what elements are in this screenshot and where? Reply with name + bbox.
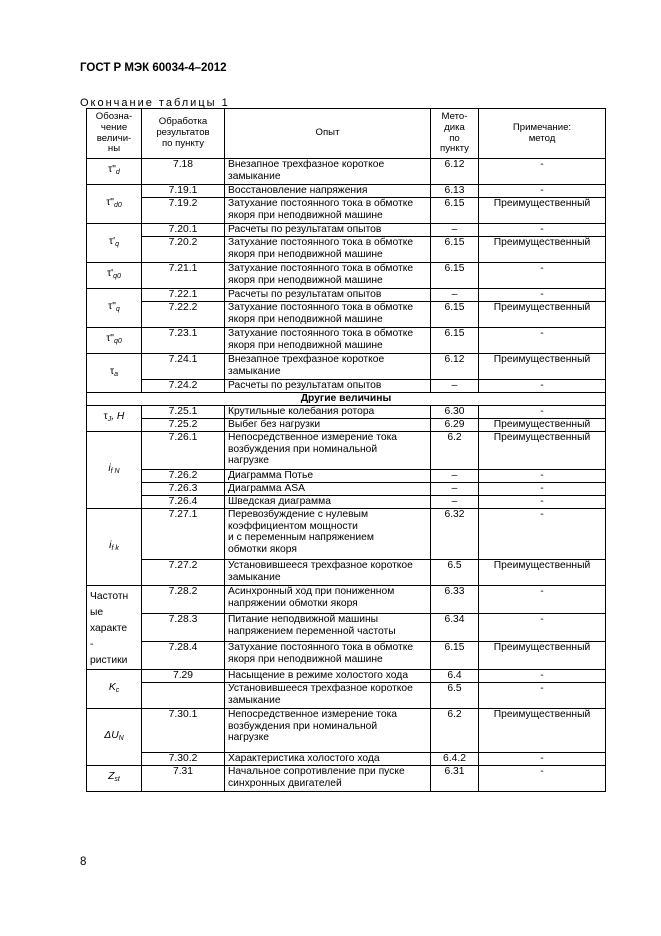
test-cell [225,237,431,263]
table-row [87,263,606,289]
processing-item-cell: 7.27.2 [142,560,225,586]
table-row [87,586,606,614]
processing-item-cell: 7.28.2 [142,586,225,614]
col-header-method-line: дика [444,121,465,133]
table-row [87,683,606,709]
processing-item-cell: 7.24.1 [142,354,225,380]
test-line: Характеристика холостого хода [228,753,380,764]
test-line: якоря при неподвижной машине [228,209,383,221]
symbol-cell [87,766,142,792]
method-cell: 6.33 [431,586,479,614]
test-cell [225,560,431,586]
table-row [87,380,606,393]
processing-item-cell: 7.18 [142,159,225,185]
processing-item-cell: 7.22.2 [142,302,225,328]
symbol-subscript: f N [110,467,120,475]
processing-item-cell: 7.21.1 [142,263,225,289]
symbol-subscript: q0 [113,338,122,346]
test-line: Внезапное трехфазное короткое [228,159,385,170]
method-cell: – [431,289,479,302]
symbol-base: τ" [106,333,114,345]
col-header-processing-line: по пункту [161,137,205,149]
symbol-base: i [109,539,112,551]
method-cell: 6.5 [431,560,479,586]
method-cell: 6.15 [431,263,479,289]
symbol-subscript: st [114,776,120,784]
method-cell: 6.15 [431,237,479,263]
method-cell: – [431,496,479,509]
note-cell: - [479,683,606,709]
symbol-cell [87,354,142,393]
test-cell [225,198,431,224]
section-title: Другие величины [87,393,606,406]
symbol-base: τ" [106,196,114,208]
processing-item-cell: 7.19.1 [142,185,225,198]
col-header-processing [142,109,225,159]
note-cell: Преимущественный [479,237,606,263]
symbol-base: τ [110,365,115,377]
symbol-subscript: d [115,169,120,177]
note-cell: - [479,496,606,509]
note-cell: Преимущественный [479,302,606,328]
note-cell: Преимущественный [479,560,606,586]
test-cell [225,432,431,470]
table-row [87,302,606,328]
test-line: напряжении обмотки якоря [228,597,358,609]
symbol-cell [87,289,142,328]
method-cell: – [431,470,479,483]
symbol-subscript: q [115,240,119,248]
note-cell: - [479,670,606,683]
symbol-cell [87,406,142,432]
note-cell: - [479,509,606,560]
test-cell [225,586,431,614]
symbol-subscript: J [107,416,112,424]
col-header-symbol-line: ны [107,143,121,155]
symbol-cell [87,159,142,185]
note-cell: - [479,380,606,393]
table-row [87,709,606,753]
table-row [87,185,606,198]
col-header-method-line: по [449,132,460,144]
test-cell [225,683,431,709]
test-line: обмотки якоря [228,543,297,555]
processing-item-cell: 7.29 [142,670,225,683]
symbol-base: ΔU [104,729,119,741]
method-cell: 6.30 [431,406,479,419]
method-cell: 6.4.2 [431,753,479,766]
test-line: Затухание постоянного тока в обмотке [228,302,414,313]
processing-item-cell [142,683,225,709]
test-line: замыкание [228,365,281,377]
processing-item-cell: 7.19.2 [142,198,225,224]
symbol-base: τ" [108,164,116,176]
method-cell: – [431,224,479,237]
test-cell [225,406,431,419]
table-row [87,753,606,766]
table-row [87,354,606,380]
symbol-subscript: q [115,305,120,313]
test-cell [225,483,431,496]
test-line: напряжением переменной частоты [228,625,396,637]
test-line: якоря при неподвижной машине [228,274,383,286]
note-cell: - [479,185,606,198]
test-line: Затухание постоянного тока в обмотке [228,263,414,274]
test-cell [225,185,431,198]
test-line: якоря при неподвижной машине [228,248,383,260]
method-cell: 6.2 [431,709,479,753]
col-header-note [479,109,606,159]
symbol-base: τ' [109,235,116,247]
test-line: возбуждения при номинальной [228,443,378,455]
table-row [87,560,606,586]
method-cell: 6.12 [431,159,479,185]
note-cell: - [479,224,606,237]
processing-item-cell: 7.22.1 [142,289,225,302]
symbol-subscript: a [114,370,118,378]
test-line: Крутильные колебания ротора [228,406,375,417]
note-cell: Преимущественный [479,198,606,224]
symbol-cell [87,224,142,263]
method-cell: 6.31 [431,766,479,792]
method-cell: 6.15 [431,198,479,224]
processing-item-cell: 7.28.4 [142,642,225,670]
col-header-method [431,109,479,159]
test-line: Шведская диаграмма [228,496,331,507]
test-line: Установившееся трехфазное короткое [228,560,413,571]
symbol-base: τ' [107,268,114,280]
method-cell: 6.15 [431,642,479,670]
note-cell: Преимущественный [479,642,606,670]
symbol-line: ые [90,607,104,618]
symbol-cell [87,670,142,709]
test-cell [225,224,431,237]
col-header-processing-line: Обработка [158,116,208,128]
symbol-subscript: N [118,734,124,742]
test-line: Внезапное трехфазное короткое [228,354,385,365]
symbol-subscript: f k [111,544,119,552]
test-cell [225,302,431,328]
test-line: якоря при неподвижной машине [228,653,383,665]
data-table [86,108,606,792]
processing-item-cell: 7.26.4 [142,496,225,509]
test-cell [225,766,431,792]
test-cell [225,263,431,289]
document-header: ГОСТ Р МЭК 60034-4–2012 [80,62,227,74]
test-line: Расчеты по результатам опытов [228,289,382,300]
symbol-subscript: d0 [113,201,122,209]
processing-item-cell: 7.26.3 [142,483,225,496]
table-row [87,483,606,496]
method-cell: 6.2 [431,432,479,470]
test-cell [225,709,431,753]
test-line: нагрузке [228,455,269,467]
table-row [87,470,606,483]
table-row [87,509,606,560]
col-header-symbol-line: чение [100,121,128,133]
note-cell: - [479,263,606,289]
symbol-base: i [108,462,111,474]
table-row [87,496,606,509]
test-cell [225,509,431,560]
page-number: 8 [80,856,87,868]
method-cell: 6.13 [431,185,479,198]
test-line: Диаграмма ASA [228,483,306,494]
symbol-cell [87,709,142,766]
test-cell [225,642,431,670]
test-line: Питание неподвижной машины [228,614,379,625]
table-row [87,766,606,792]
symbol-base: τ [103,411,108,423]
processing-item-cell: 7.26.2 [142,470,225,483]
table-caption: Окончание таблицы 1 [80,97,230,109]
method-cell: 6.34 [431,614,479,642]
test-line: коэффициентом мощности [228,520,358,532]
symbol-base: K [108,681,116,693]
processing-item-cell: 7.30.2 [142,753,225,766]
col-header-method-line: пункту [440,143,469,155]
test-line: замыкание [228,170,281,182]
test-line: Затухание постоянного тока в обмотке [228,237,414,248]
processing-item-cell: 7.26.1 [142,432,225,470]
test-cell [225,159,431,185]
note-cell: Преимущественный [479,709,606,753]
symbol-cell [87,328,142,354]
symbol-cell [87,432,142,509]
test-line: нагрузке [228,732,269,744]
symbol-line: характе [90,623,128,634]
test-cell [225,753,431,766]
note-cell: - [479,586,606,614]
processing-item-cell: 7.23.1 [142,328,225,354]
test-cell [225,328,431,354]
test-line: замыкание [228,694,281,706]
table-row [87,670,606,683]
method-cell: 6.5 [431,683,479,709]
note-cell: Преимущественный [479,354,606,380]
test-line: Расчеты по результатам опытов [228,224,382,235]
processing-item-cell: 7.25.1 [142,406,225,419]
symbol-base: τ" [108,300,116,312]
col-header-symbol [87,109,142,159]
test-cell [225,614,431,642]
symbol-cell [87,185,142,224]
table-row [87,289,606,302]
symbol-subscript: c [115,686,120,694]
test-line: якоря при неподвижной машине [228,339,383,351]
test-line: Затухание постоянного тока в обмотке [228,328,414,339]
symbol-suffix: , H [111,411,125,423]
test-line: Насыщение в режиме холостого хода [228,670,409,681]
table-row [87,642,606,670]
col-header-note-line: Примечание: [512,121,572,133]
test-line: Непосредственное измерение тока [228,709,398,720]
processing-item-cell: 7.20.1 [142,224,225,237]
table-row [87,406,606,419]
table-row [87,614,606,642]
test-cell [225,354,431,380]
test-line: Затухание постоянного тока в обмотке [228,198,414,209]
test-line: Восстановление напряжения [228,185,368,196]
test-cell [225,289,431,302]
col-header-symbol-line: Обозна- [95,110,133,122]
symbol-cell [87,586,142,670]
test-line: замыкание [228,571,281,583]
test-line: Асинхронный ход при пониженном [228,586,395,597]
symbol-line: - [90,639,94,650]
method-cell: – [431,380,479,393]
test-line: якоря при неподвижной машине [228,313,383,325]
note-cell: - [479,289,606,302]
table-row [87,224,606,237]
note-cell: - [479,159,606,185]
note-cell: Преимущественный [479,432,606,470]
table-row [87,159,606,185]
method-cell: 6.12 [431,354,479,380]
note-cell: - [479,470,606,483]
method-cell: 6.32 [431,509,479,560]
test-cell [225,670,431,683]
col-header-test: Опыт [225,109,431,159]
symbol-line: Частотн [90,591,129,602]
note-cell: - [479,483,606,496]
test-line: возбуждения при номинальной [228,720,378,732]
table-row [87,198,606,224]
processing-item-cell: 7.30.1 [142,709,225,753]
method-cell: 6.4 [431,670,479,683]
test-cell [225,380,431,393]
test-cell [225,496,431,509]
test-line: Расчеты по результатам опытов [228,380,382,391]
note-cell: - [479,753,606,766]
test-line: Диаграмма Потье [228,470,314,481]
table-row [87,237,606,263]
col-header-processing-line: результатов [156,127,210,139]
symbol-subscript: q0 [113,273,121,281]
test-line: Выбег без нагрузки [228,419,321,430]
processing-item-cell: 7.25.2 [142,419,225,432]
processing-item-cell: 7.27.1 [142,509,225,560]
note-cell: - [479,614,606,642]
note-cell: Преимущественный [479,419,606,432]
symbol-base: Z [108,771,115,783]
processing-item-cell: 7.20.2 [142,237,225,263]
test-line: синхронных двигателей [228,777,342,789]
note-cell: - [479,406,606,419]
table-row [87,328,606,354]
section-row [87,393,606,406]
table-header-row [87,109,606,159]
table-row [87,419,606,432]
col-header-note-line: метод [528,132,556,144]
symbol-cell [87,509,142,586]
test-line: и с переменным напряжением [228,532,374,544]
processing-item-cell: 7.31 [142,766,225,792]
test-line: Начальное сопротивление при пуске [228,766,405,777]
method-cell: – [431,483,479,496]
test-cell [225,419,431,432]
test-line: Затухание постоянного тока в обмотке [228,642,414,653]
note-cell: - [479,766,606,792]
table-row [87,432,606,470]
col-header-symbol-line: величи- [96,132,132,144]
method-cell: 6.29 [431,419,479,432]
test-line: Перевозбуждение с нулевым [228,509,369,520]
processing-item-cell: 7.24.2 [142,380,225,393]
symbol-line: ристики [90,655,128,666]
col-header-method-line: Мето- [441,110,468,122]
method-cell: 6.15 [431,302,479,328]
symbol-cell [87,263,142,289]
test-line: Непосредственное измерение тока [228,432,398,443]
method-cell: 6.15 [431,328,479,354]
processing-item-cell: 7.28.3 [142,614,225,642]
test-cell [225,470,431,483]
test-line: Установившееся трехфазное короткое [228,683,413,694]
note-cell: - [479,328,606,354]
